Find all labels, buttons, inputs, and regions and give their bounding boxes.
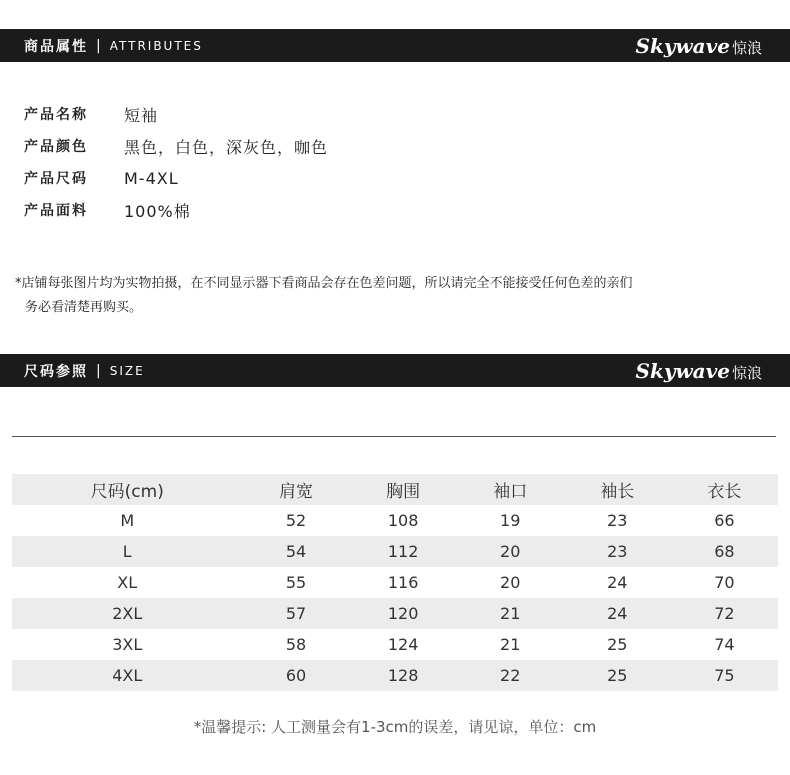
table-cell: 124 <box>387 635 419 654</box>
column-header: 衣长 <box>707 482 742 502</box>
attribute-row <box>24 130 328 162</box>
table-row <box>12 505 778 536</box>
size-title-cn: 尺码参照 <box>24 363 88 380</box>
color-disclaimer-note <box>15 272 755 320</box>
attributes-title-en: ATTRIBUTES <box>109 38 203 53</box>
table-cell: 4XL <box>112 666 143 685</box>
table-cell: 55 <box>285 573 307 592</box>
brand-name-en: Skywave <box>635 358 730 383</box>
attributes-title-separator: | <box>96 37 102 54</box>
table-cell: M <box>120 511 135 530</box>
table-cell: 2XL <box>112 604 143 623</box>
attribute-row <box>24 98 328 130</box>
attribute-row <box>24 162 328 194</box>
table-cell: 116 <box>387 573 419 592</box>
table-cell: 23 <box>607 511 628 530</box>
attribute-label: 产品尺码 <box>24 171 88 187</box>
size-divider <box>12 436 776 437</box>
note-line-1: *店铺每张图片均为实物拍摄，在不同显示器下看商品会存在色差问题，所以请完全不能接受任何色差的亲们 <box>15 276 633 291</box>
table-cell: 23 <box>607 542 628 561</box>
table-row <box>12 660 778 691</box>
table-row <box>12 598 778 629</box>
attribute-value: M-4XL <box>124 168 179 188</box>
table-cell: 68 <box>714 542 735 561</box>
size-header-title <box>24 361 145 381</box>
table-cell: 24 <box>607 604 628 623</box>
attribute-value: 黑色，白色，深灰色，咖色 <box>124 137 329 157</box>
table-cell: 60 <box>285 666 307 685</box>
table-cell: 120 <box>387 604 419 623</box>
table-cell: 66 <box>714 511 735 530</box>
table-cell: 75 <box>714 666 735 685</box>
attribute-value: 短袖 <box>124 105 159 125</box>
size-title-en: SIZE <box>109 363 145 378</box>
brand-logo <box>636 34 762 58</box>
table-cell: 21 <box>500 604 521 623</box>
attribute-label: 产品名称 <box>24 107 88 123</box>
brand-name-en: Skywave <box>635 33 730 58</box>
table-row <box>12 629 778 660</box>
table-cell: 52 <box>285 511 307 530</box>
table-cell: 58 <box>285 635 307 654</box>
attribute-row <box>24 194 328 226</box>
attributes-list <box>24 98 328 226</box>
attribute-label: 产品颜色 <box>24 139 88 155</box>
table-row <box>12 567 778 598</box>
table-cell: L <box>122 542 132 561</box>
brand-name-cn: 惊浪 <box>731 38 762 57</box>
attributes-header-title <box>24 36 203 56</box>
table-cell: 112 <box>387 542 419 561</box>
table-cell: 70 <box>714 573 735 592</box>
table-cell: 24 <box>607 573 628 592</box>
table-cell: 72 <box>714 604 735 623</box>
table-cell: XL <box>117 573 138 592</box>
column-header: 袖长 <box>600 482 635 502</box>
column-header: 胸围 <box>386 482 421 502</box>
table-cell: 20 <box>500 573 521 592</box>
table-row <box>12 536 778 567</box>
table-cell: 25 <box>607 635 628 654</box>
note-line-2: 务必看清楚再购买。 <box>25 300 143 315</box>
table-cell: 128 <box>387 666 419 685</box>
column-header: 肩宽 <box>279 482 314 502</box>
table-cell: 74 <box>714 635 735 654</box>
size-table <box>12 474 778 691</box>
table-cell: 25 <box>607 666 628 685</box>
attributes-title-cn: 商品属性 <box>24 38 88 55</box>
size-header-bar <box>0 354 790 387</box>
brand-name-cn: 惊浪 <box>731 363 762 382</box>
table-cell: 19 <box>500 511 521 530</box>
table-cell: 22 <box>500 666 521 685</box>
table-cell: 54 <box>285 542 307 561</box>
table-cell: 21 <box>500 635 521 654</box>
attribute-label: 产品面料 <box>24 203 88 219</box>
table-cell: 57 <box>285 604 307 623</box>
column-header: 尺码(cm) <box>90 482 164 502</box>
table-cell: 3XL <box>112 635 143 654</box>
attributes-header-bar <box>0 29 790 62</box>
column-header: 袖口 <box>493 482 528 502</box>
attribute-value: 100%棉 <box>124 201 191 221</box>
brand-logo <box>636 359 762 383</box>
table-cell: 20 <box>500 542 521 561</box>
size-title-separator: | <box>96 362 102 379</box>
measurement-note: *温馨提示: 人工测量会有1-3cm的误差，请见谅，单位：cm <box>193 718 597 736</box>
table-cell: 108 <box>387 511 419 530</box>
size-table-header-row <box>12 474 778 505</box>
